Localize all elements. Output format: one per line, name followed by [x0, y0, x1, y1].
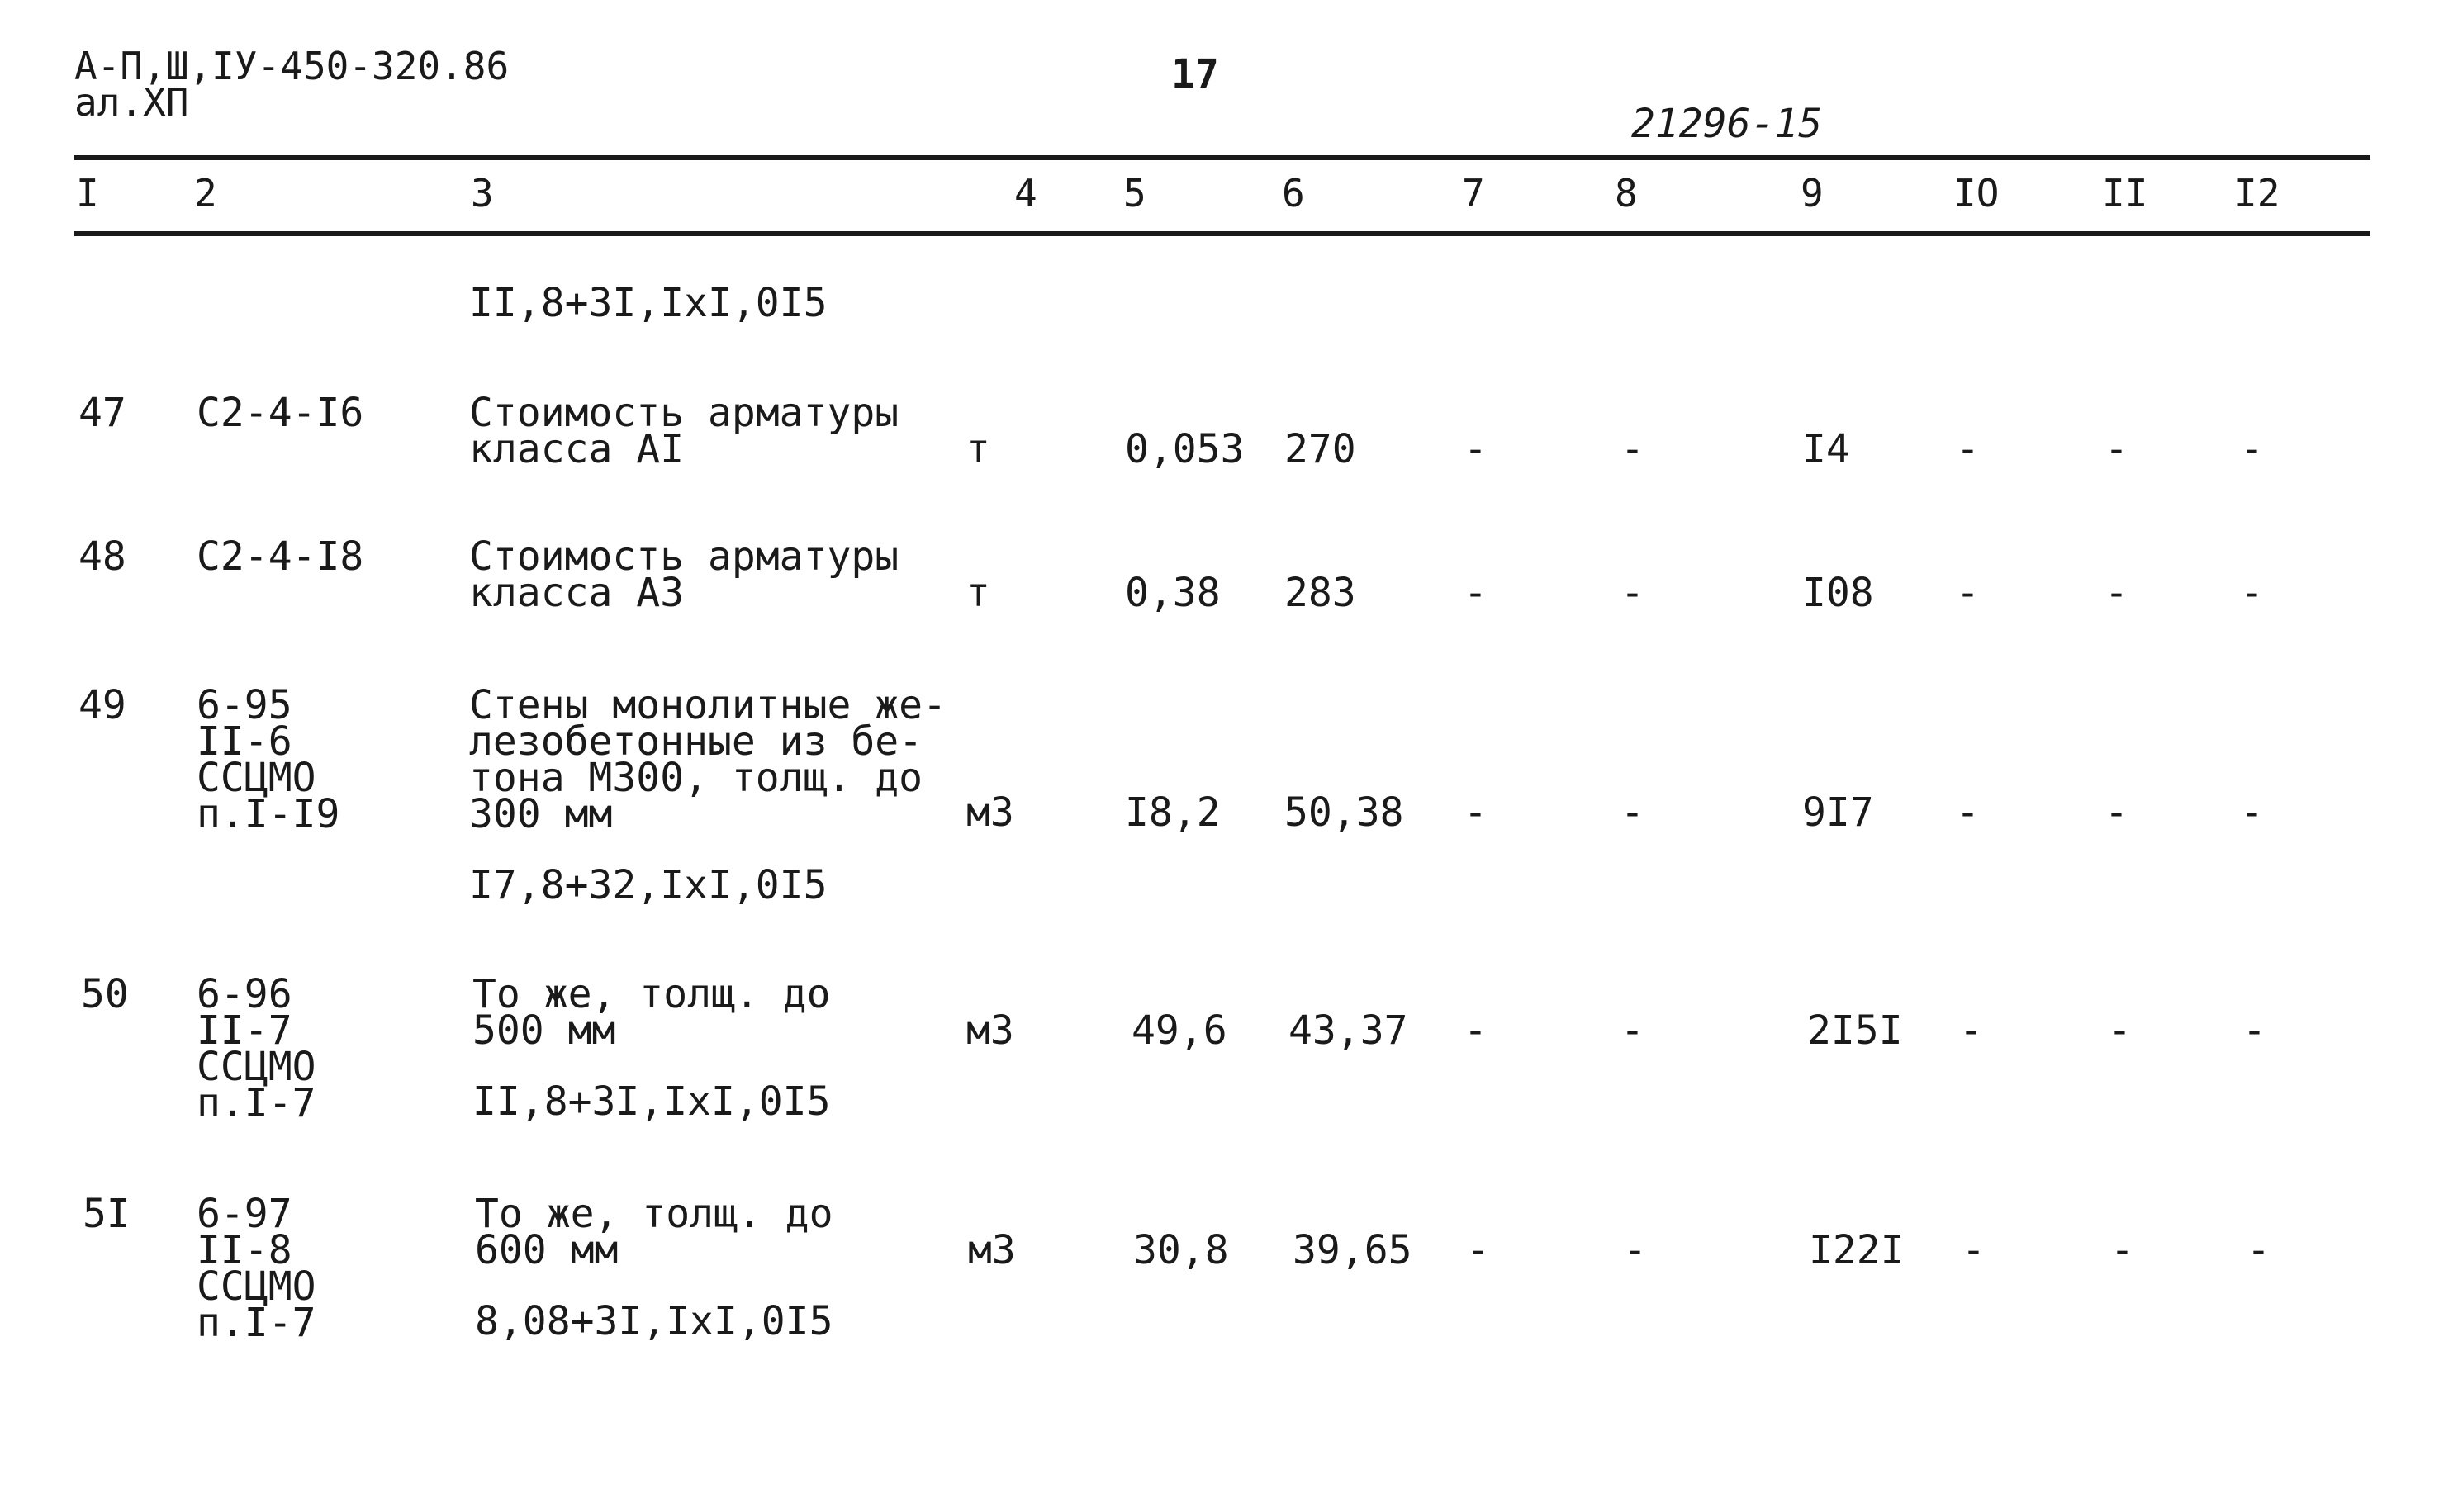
col11-value: - — [2108, 1007, 2132, 1054]
resource-formula: 8,08+3I,IxI,0I5 — [475, 1298, 833, 1344]
col10-value: - — [1959, 1007, 1983, 1054]
quantity: 30,8 — [1133, 1227, 1229, 1273]
unit-price: 39,65 — [1293, 1227, 1412, 1273]
unit-price: 50,38 — [1284, 789, 1404, 836]
unit: м3 — [968, 1227, 1016, 1273]
col10-value: - — [1956, 426, 1980, 472]
total-cost: 2I5I — [1807, 1007, 1903, 1054]
row-number: 5I — [83, 1191, 130, 1237]
quantity: 0,053 — [1125, 426, 1245, 472]
document-code-line2: ал.XП — [74, 80, 189, 125]
quantity: I8,2 — [1125, 789, 1221, 836]
col7-value: - — [1464, 570, 1488, 616]
column-header: 7 — [1462, 171, 1485, 216]
column-header: 3 — [471, 171, 494, 216]
col10-value: - — [1956, 570, 1980, 616]
unit: т — [966, 570, 990, 616]
norm-code: С2-4-I8 — [197, 533, 364, 580]
column-header: 8 — [1615, 171, 1638, 216]
col12-value: - — [2240, 570, 2264, 616]
col7-value: - — [1464, 789, 1488, 836]
column-header: IO — [1953, 171, 2000, 216]
col8-value: - — [1620, 789, 1644, 836]
row-number: 49 — [78, 682, 126, 728]
col8-value: - — [1623, 1227, 1647, 1273]
total-cost: I4 — [1802, 426, 1850, 472]
column-header: I2 — [2234, 171, 2280, 216]
col7-value: - — [1464, 1007, 1488, 1054]
unit-price: 270 — [1284, 426, 1356, 472]
col12-value: - — [2240, 426, 2264, 472]
row-number: 50 — [81, 971, 129, 1017]
table-top-rule — [74, 155, 2370, 160]
column-header: II — [2102, 171, 2148, 216]
resource-formula: I7,8+32,IxI,0I5 — [469, 862, 828, 908]
col10-value: - — [1956, 789, 1980, 836]
col12-value: - — [2242, 1007, 2266, 1054]
column-header: 2 — [194, 171, 217, 216]
col12-value: - — [2247, 1227, 2271, 1273]
norm-code: 6-95 II-6 ССЦМО п.I-I9 — [197, 682, 340, 837]
unit-price: 43,37 — [1288, 1007, 1408, 1054]
page-number: 17 — [1171, 51, 1219, 97]
column-header: 5 — [1123, 171, 1146, 216]
col11-value: - — [2110, 1227, 2134, 1273]
document-code — [74, 44, 510, 125]
total-cost: 9I7 — [1802, 789, 1874, 836]
unit-price: 283 — [1284, 570, 1356, 616]
column-header: 9 — [1801, 171, 1824, 216]
unit: м3 — [966, 789, 1014, 836]
row-number: 48 — [78, 533, 126, 580]
col8-value: - — [1620, 1007, 1644, 1054]
column-header: I — [76, 171, 99, 216]
work-description: То же, толщ. до 600 мм — [475, 1191, 833, 1273]
document-code-line1: А-П,Ш,IУ-450-320.86 — [74, 44, 510, 88]
norm-code: С2-4-I6 — [197, 390, 364, 436]
resource-formula: II,8+3I,IxI,0I5 — [472, 1078, 831, 1125]
total-cost: I08 — [1802, 570, 1874, 616]
work-description: Стоимость арматуры класса АI — [469, 390, 899, 472]
norm-code: 6-97 II-8 ССЦМО п.I-7 — [197, 1191, 316, 1346]
work-description: Стоимость арматуры класса А3 — [469, 533, 899, 616]
col7-value: - — [1464, 426, 1488, 472]
table-header-bottom-rule — [74, 231, 2370, 236]
col11-value: - — [2104, 789, 2128, 836]
work-description: То же, толщ. до 500 мм — [472, 971, 831, 1054]
norm-code: 6-96 II-7 ССЦМО п.I-7 — [197, 971, 316, 1126]
column-header: 6 — [1282, 171, 1305, 216]
unit: м3 — [966, 1007, 1014, 1054]
col8-value: - — [1620, 570, 1644, 616]
col12-value: - — [2240, 789, 2264, 836]
unit: т — [966, 426, 990, 472]
work-description: Стены монолитные же- лезобетонные из бе- тона М300, толщ. до 300 мм — [469, 682, 947, 837]
col7-value: - — [1466, 1227, 1490, 1273]
total-cost: I22I — [1809, 1227, 1905, 1273]
col11-value: - — [2104, 570, 2128, 616]
quantity: 0,38 — [1125, 570, 1221, 616]
col11-value: - — [2104, 426, 2128, 472]
carry-over-formula: II,8+3I,IxI,0I5 — [469, 280, 828, 326]
col10-value: - — [1962, 1227, 1986, 1273]
column-header: 4 — [1014, 171, 1037, 216]
col8-value: - — [1620, 426, 1644, 472]
quantity: 49,6 — [1132, 1007, 1227, 1054]
row-number: 47 — [78, 390, 126, 436]
stamp-number: 21296-15 — [1631, 101, 1823, 147]
